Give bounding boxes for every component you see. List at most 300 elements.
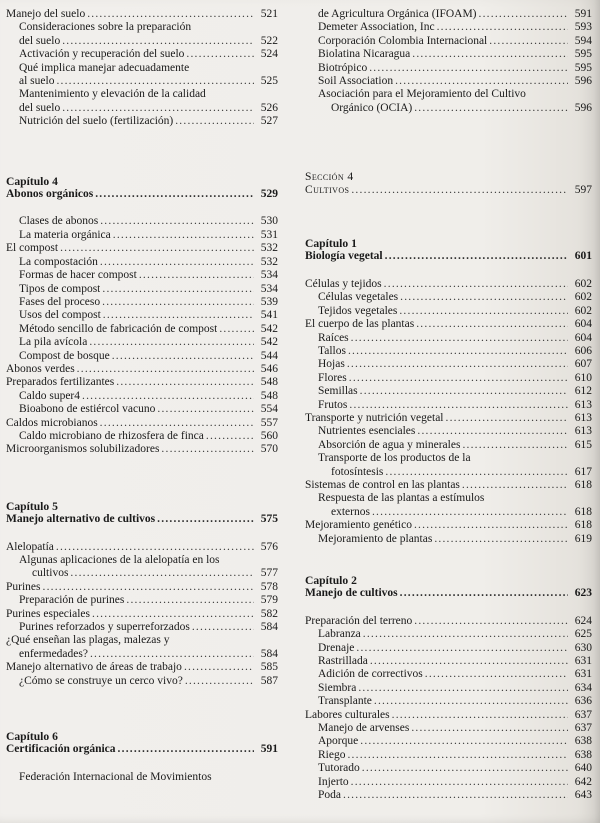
toc-entry-text: Sistemas de control en las plantas: [305, 478, 460, 491]
toc-page-number: 636: [574, 695, 592, 708]
toc-entry-text: enfermedades?: [19, 647, 88, 660]
leader-dots-icon: [112, 350, 254, 363]
toc-entry-text: Microorganismos solubilizadores: [6, 443, 160, 456]
leader-dots-icon: [412, 48, 568, 61]
leader-dots-icon: [411, 722, 568, 735]
toc-page-number: 602: [574, 291, 592, 304]
leader-dots-icon: [363, 628, 568, 641]
toc-entry-line: [305, 519, 592, 532]
toc-entry-text: Células vegetales: [318, 291, 399, 304]
toc-entry-line: [305, 533, 592, 546]
toc-entry-text: Células y tejidos: [305, 277, 382, 290]
toc-entry-line: [6, 21, 278, 34]
leader-dots-icon: [399, 305, 568, 318]
leader-dots-icon: [462, 439, 568, 452]
toc-page-number: 602: [574, 304, 592, 317]
toc-entry-group: [6, 215, 278, 456]
toc-page-number: 570: [260, 443, 278, 456]
leader-dots-icon: [347, 358, 568, 371]
toc-entry-line: [6, 283, 278, 296]
toc-entry-text: La pila avícola: [19, 336, 88, 349]
toc-page-number: 618: [574, 505, 592, 518]
toc-entry-line: [6, 75, 278, 88]
leader-dots-icon: [360, 385, 568, 398]
toc-entry-line: [6, 229, 278, 242]
leader-dots-icon: [395, 75, 568, 88]
toc-entry-text: Transplante: [318, 695, 372, 708]
toc-entry-line: [305, 21, 592, 34]
toc-entry-text: La materia orgánica: [19, 228, 111, 241]
toc-page-number: 618: [574, 478, 592, 491]
toc-entry-line: [6, 309, 278, 322]
toc-entry-line: [6, 62, 278, 75]
toc-entry-text: Qué implica manejar adecuadamente: [19, 61, 190, 74]
toc-entry-text: Labranza: [318, 628, 361, 641]
toc-entry-text: Preparados fertilizantes: [6, 376, 115, 389]
toc-entry-text: Mejoramiento de plantas: [318, 532, 433, 545]
toc-page-number: 595: [574, 48, 592, 61]
leader-dots-icon: [372, 506, 568, 519]
leader-dots-icon: [116, 376, 254, 389]
chapter-kicker: Capítulo 4: [6, 174, 58, 188]
leader-dots-icon: [343, 789, 568, 802]
toc-page-number: 604: [574, 318, 592, 331]
toc-page-number: 542: [260, 322, 278, 335]
toc-entry-text: Preparación del terreno: [305, 614, 413, 627]
toc-entry-text: fotosíntesis: [331, 465, 384, 478]
toc-entry-text: del suelo: [19, 34, 61, 47]
leader-dots-icon: [186, 48, 254, 61]
leader-dots-icon: [437, 21, 568, 34]
toc-page-number: 532: [260, 242, 278, 255]
toc-entry-text: Nutrición del suelo (fertilización): [19, 115, 174, 128]
toc-entry-line: [305, 35, 592, 48]
toc-entry-line: [305, 615, 592, 628]
toc-page-number: 527: [260, 115, 278, 128]
toc-entry-text: Manejo del suelo: [6, 8, 86, 20]
toc-entry-text: Demeter Association, Inc: [318, 21, 435, 34]
toc-entry-text: Tutorado: [318, 762, 360, 775]
toc-entry-line: [6, 242, 278, 255]
toc-page-number: 531: [260, 228, 278, 241]
toc-entry-line: [6, 363, 278, 376]
toc-entry-line: [6, 269, 278, 282]
toc-entry-line: [305, 709, 592, 722]
toc-entry-text: Tallos: [318, 344, 346, 357]
toc-entry-line: [6, 403, 278, 416]
toc-entry-line: [6, 336, 278, 349]
toc-entry-text: Flores: [318, 371, 347, 384]
toc-entry-text: Hojas: [318, 358, 345, 371]
leader-dots-icon: [206, 430, 254, 443]
leader-dots-icon: [43, 581, 255, 594]
leader-dots-icon: [62, 102, 254, 115]
toc-page-number: 541: [260, 309, 278, 322]
leader-dots-icon: [185, 675, 254, 688]
toc-entry-text: Poda: [318, 789, 341, 802]
toc-page-number: 534: [260, 269, 278, 282]
leader-dots-icon: [425, 668, 568, 681]
toc-page-number: 539: [260, 295, 278, 308]
toc-entry-line: [6, 35, 278, 48]
toc-page-number: 630: [574, 641, 592, 654]
toc-entry-text: Formas de hacer compost: [19, 269, 137, 282]
toc-page-number: 529: [260, 188, 278, 201]
leader-dots-icon: [90, 648, 254, 661]
toc-entry-line: [305, 749, 592, 762]
toc-chapter-heading: [6, 175, 278, 202]
toc-entry-line: [305, 62, 592, 75]
toc-entry-text: Transporte y nutrición vegetal: [305, 411, 444, 424]
toc-page-number: 619: [574, 532, 592, 545]
toc-entry-line: [305, 385, 592, 398]
chapter-title: [6, 743, 278, 756]
toc-entry-text: Tejidos vegetales: [318, 304, 398, 317]
toc-entry-text: Método sencillo de fabricación de compost: [19, 322, 218, 335]
toc-page-number: 591: [574, 8, 592, 20]
leader-dots-icon: [384, 278, 568, 291]
toc-entry-line: [305, 695, 592, 708]
toc-page-number: 546: [260, 362, 278, 375]
toc-page-number: 601: [574, 250, 592, 263]
toc-entry-text: Adición de correctivos: [318, 668, 423, 681]
leader-dots-icon: [157, 403, 254, 416]
leader-dots-icon: [351, 184, 568, 197]
toc-entry-line: [305, 628, 592, 641]
chapter-title: [6, 188, 278, 201]
toc-page-number: 643: [574, 789, 592, 802]
toc-entry-text: Alelopatía: [6, 540, 54, 553]
toc-entry-text: Soil Association: [318, 75, 394, 88]
leader-dots-icon: [175, 115, 254, 128]
toc-entry-text: Aporque: [318, 735, 359, 748]
chapter-kicker: Capítulo 6: [6, 730, 58, 744]
toc-page-number: 612: [574, 385, 592, 398]
toc-entry-line: [6, 323, 278, 336]
toc-entry-text: Manejo alternativo de cultivos: [6, 513, 156, 526]
toc-page-number: 631: [574, 668, 592, 681]
toc-page-number: 554: [260, 403, 278, 416]
toc-chapter-heading: [305, 237, 592, 264]
leader-dots-icon: [87, 8, 254, 21]
toc-entry-text: El compost: [6, 242, 59, 255]
toc-page-number: 597: [574, 183, 592, 196]
toc-page-number: 542: [260, 336, 278, 349]
leader-dots-icon: [77, 363, 254, 376]
toc-entry-group: [305, 278, 592, 546]
toc-entry-line: [305, 75, 592, 88]
leader-dots-icon: [82, 390, 254, 403]
toc-entry-text: Biotrópico: [318, 61, 368, 74]
leader-dots-icon: [349, 372, 568, 385]
toc-page-number: 525: [260, 75, 278, 88]
leader-dots-icon: [356, 642, 568, 655]
toc-entry-line: [6, 594, 278, 607]
toc-entry-line: [305, 345, 592, 358]
toc-entry-text: ¿Cómo se construye un cerco vivo?: [19, 674, 183, 687]
toc-entry-line: [6, 581, 278, 594]
leader-dots-icon: [400, 587, 568, 600]
toc-page-number: 634: [574, 681, 592, 694]
toc-entry-line: [6, 608, 278, 621]
toc-entry-text: cultivos: [32, 567, 69, 580]
toc-page-number: 578: [260, 580, 278, 593]
toc-entry-line: [6, 350, 278, 363]
toc-page-number: 557: [260, 416, 278, 429]
toc-page-number: 534: [260, 282, 278, 295]
toc-entry-text: La compostación: [19, 255, 98, 268]
toc-entry-text: Caldo super4: [19, 389, 81, 402]
toc-page-number: 575: [260, 513, 278, 526]
toc-entry-text: Abonos verdes: [6, 362, 75, 375]
leader-dots-icon: [103, 309, 254, 322]
toc-entry-text: Mantenimiento y elevación de la calidad: [19, 88, 206, 101]
toc-page-number: 606: [574, 344, 592, 357]
leader-dots-icon: [139, 269, 254, 282]
toc-entry-line: [305, 8, 592, 21]
leader-dots-icon: [416, 318, 568, 331]
leader-dots-icon: [126, 594, 254, 607]
toc-entry-group: [6, 8, 278, 129]
leader-dots-icon: [89, 336, 254, 349]
toc-entry-text: Purines: [6, 580, 41, 593]
toc-entry-text: Frutos: [318, 398, 348, 411]
toc-entry-line: [305, 789, 592, 802]
toc-page-number: 594: [574, 34, 592, 47]
leader-dots-icon: [56, 541, 254, 554]
toc-page-number: 617: [574, 465, 592, 478]
leader-dots-icon: [417, 425, 568, 438]
toc-entry-text: Caldos microbianos: [6, 416, 98, 429]
toc-page-number: 613: [574, 411, 592, 424]
leader-dots-icon: [392, 709, 568, 722]
leader-dots-icon: [446, 412, 568, 425]
leader-dots-icon: [489, 35, 568, 48]
toc-page-number: 602: [574, 277, 592, 290]
toc-entry-text: Nutrientes esenciales: [318, 425, 416, 438]
toc-entry-line: [6, 443, 278, 456]
toc-page-number: 604: [574, 331, 592, 344]
toc-entry-line: [305, 412, 592, 425]
chapter-title: [305, 587, 592, 600]
chapter-title: [305, 250, 592, 263]
leader-dots-icon: [102, 283, 254, 296]
toc-entry-text: Manejo alternativo de áreas de trabajo: [6, 661, 182, 674]
toc-entry-line: [6, 390, 278, 403]
toc-entry-text: Purines reforzados y superreforzados: [19, 621, 190, 634]
toc-page-number: 595: [574, 61, 592, 74]
toc-entry-line: [6, 215, 278, 228]
toc-entry-line: [305, 655, 592, 668]
toc-entry-line: [305, 372, 592, 385]
leader-dots-icon: [102, 296, 254, 309]
toc-entry-line: [6, 634, 278, 647]
toc-entry-line: [305, 278, 592, 291]
leader-dots-icon: [70, 567, 254, 580]
leader-dots-icon: [118, 743, 254, 756]
leader-dots-icon: [414, 519, 568, 532]
toc-entry-line: [6, 376, 278, 389]
leader-dots-icon: [414, 615, 568, 628]
toc-entry-line: [305, 466, 592, 479]
toc-page-number: 530: [260, 215, 278, 228]
toc-entry-text: Federación Internacional de Movimientos: [19, 770, 212, 783]
toc-entry-text: Tipos de compost: [19, 282, 101, 295]
toc-entry-line: [305, 776, 592, 789]
toc-entry-text: Bioabono de estiércol vacuno: [19, 403, 156, 416]
toc-entry-text: Absorción de agua y minerales: [318, 438, 461, 451]
toc-entry-line: [305, 682, 592, 695]
toc-entry-text: Manejo de cultivos: [305, 587, 398, 600]
toc-entry-line: [6, 554, 278, 567]
toc-entry-line: [6, 88, 278, 101]
toc-entry-line: [6, 115, 278, 128]
toc-page-number: 596: [574, 75, 592, 88]
leader-dots-icon: [161, 443, 254, 456]
leader-dots-icon: [60, 242, 254, 255]
toc-entry-line: [6, 256, 278, 269]
toc-entry-text: Respuesta de las plantas a estímulos: [318, 492, 485, 505]
toc-column-right: [305, 6, 592, 817]
toc-page-number: 613: [574, 398, 592, 411]
leader-dots-icon: [100, 417, 254, 430]
leader-dots-icon: [385, 466, 568, 479]
leader-dots-icon: [369, 62, 568, 75]
toc-entry-text: Manejo de arvenses: [318, 722, 410, 735]
toc-entry-text: Preparación de purines: [19, 594, 125, 607]
toc-entry-text: Drenaje: [318, 641, 355, 654]
toc-entry-text: Rastrillada: [318, 655, 368, 668]
leader-dots-icon: [92, 608, 254, 621]
leader-dots-icon: [479, 8, 568, 21]
leader-dots-icon: [347, 749, 568, 762]
leader-dots-icon: [157, 513, 254, 526]
toc-entry-line: [305, 48, 592, 61]
chapter-title: [6, 513, 278, 526]
toc-entry-line: [6, 430, 278, 443]
toc-chapter-heading: [6, 730, 278, 757]
toc-entry-text: Activación y recuperación del suelo: [19, 48, 185, 61]
section-title: [305, 184, 592, 197]
toc-page-number: 524: [260, 48, 278, 61]
toc-entry-line: [6, 541, 278, 554]
toc-page-number: 613: [574, 425, 592, 438]
toc-entry-line: [305, 291, 592, 304]
toc-entry-line: [6, 648, 278, 661]
toc-page-number: 585: [260, 661, 278, 674]
toc-entry-text: Asociación para el Mejoramiento del Cultivo: [318, 88, 526, 101]
toc-entry-line: [6, 102, 278, 115]
toc-entry-line: [305, 452, 592, 465]
toc-entry-text: Mejoramiento genético: [305, 519, 412, 532]
toc-entry-text: Biolatina Nicaragua: [318, 48, 411, 61]
toc-page-number: 522: [260, 34, 278, 47]
toc-entry-line: [305, 735, 592, 748]
toc-page-number: 548: [260, 389, 278, 402]
toc-entry-line: [6, 675, 278, 688]
toc-entry-text: Cultivos: [305, 183, 350, 196]
toc-column-left: [6, 6, 278, 817]
toc-entry-text: Consideraciones sobre la preparación: [19, 21, 192, 34]
toc-entry-text: Biología vegetal: [305, 250, 383, 263]
toc-entry-line: [305, 668, 592, 681]
toc-page-number: 642: [574, 775, 592, 788]
toc-entry-line: [6, 771, 278, 784]
chapter-kicker: Capítulo 2: [305, 574, 357, 587]
toc-entry-line: [6, 621, 278, 634]
toc-entry-text: externos: [331, 505, 370, 518]
toc-entry-text: Clases de abonos: [19, 215, 99, 228]
toc-entry-line: [6, 417, 278, 430]
leader-dots-icon: [414, 102, 568, 115]
toc-page-number: 625: [574, 628, 592, 641]
toc-entry-line: [6, 296, 278, 309]
leader-dots-icon: [358, 682, 568, 695]
section-kicker: Sección 4: [305, 170, 354, 184]
leader-dots-icon: [95, 188, 254, 201]
leader-dots-icon: [374, 695, 568, 708]
toc-page-number: 638: [574, 748, 592, 761]
leader-dots-icon: [351, 776, 568, 789]
toc-entry-line: [305, 425, 592, 438]
toc-page-number: 544: [260, 349, 278, 362]
toc-entry-text: Usos del compost: [19, 309, 101, 322]
toc-entry-line: [305, 318, 592, 331]
leader-dots-icon: [219, 323, 254, 336]
toc-entry-text: al suelo: [19, 75, 55, 88]
toc-page-number: 640: [574, 762, 592, 775]
toc-page-number: 587: [260, 674, 278, 687]
leader-dots-icon: [400, 291, 568, 304]
leader-dots-icon: [360, 735, 568, 748]
leader-dots-icon: [113, 229, 254, 242]
toc-page-number: 596: [574, 101, 592, 114]
leader-dots-icon: [100, 215, 254, 228]
toc-page-number: 584: [260, 647, 278, 660]
toc-page-number: 593: [574, 21, 592, 34]
toc-entry-text: Corporación Colombia Internacional: [318, 34, 488, 47]
leader-dots-icon: [385, 250, 568, 263]
toc-entry-line: [305, 642, 592, 655]
chapter-kicker: Capítulo 5: [6, 499, 58, 513]
toc-page-number: 623: [574, 587, 592, 600]
toc-entry-text: Certificación orgánica: [6, 743, 116, 756]
toc-entry-text: Orgánico (OCIA): [331, 101, 413, 114]
toc-entry-line: [305, 722, 592, 735]
toc-entry-group: [305, 615, 592, 803]
toc-section-heading: [305, 170, 592, 197]
toc-entry-line: [305, 762, 592, 775]
toc-page-number: 582: [260, 607, 278, 620]
toc-entry-line: [305, 479, 592, 492]
toc-entry-line: [6, 661, 278, 674]
toc-page-number: 526: [260, 101, 278, 114]
toc-page-number: 631: [574, 655, 592, 668]
toc-page-number: 548: [260, 376, 278, 389]
leader-dots-icon: [56, 75, 254, 88]
toc-page-number: 637: [574, 722, 592, 735]
leader-dots-icon: [362, 762, 568, 775]
toc-entry-text: Algunas aplicaciones de la alelopatía en los: [19, 554, 220, 566]
toc-entry-line: [305, 399, 592, 412]
toc-entry-group: [6, 771, 278, 784]
leader-dots-icon: [370, 655, 568, 668]
toc-page-number: 615: [574, 438, 592, 451]
toc-entry-line: [305, 439, 592, 452]
toc-page-number: 610: [574, 371, 592, 384]
toc-entry-line: [6, 48, 278, 61]
toc-page-number: 618: [574, 519, 592, 532]
